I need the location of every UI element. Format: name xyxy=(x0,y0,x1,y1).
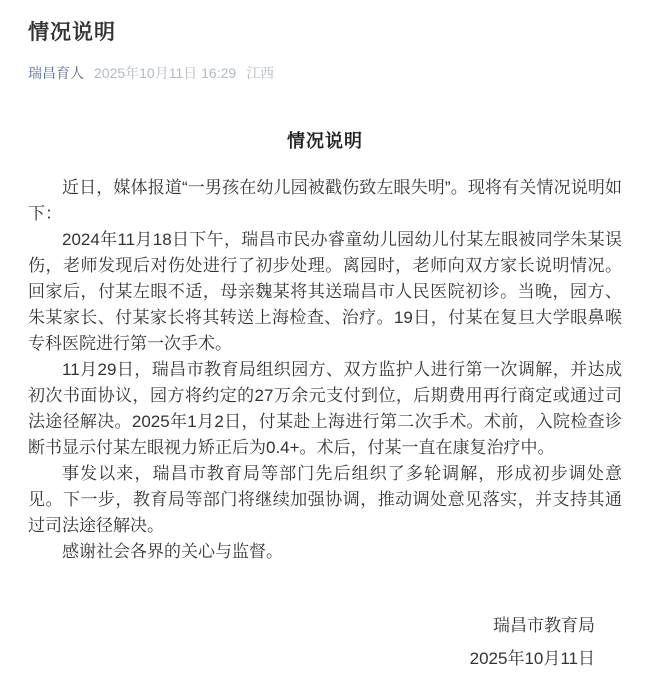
signature-name: 瑞昌市教育局 xyxy=(493,616,595,635)
signature-date: 2025年10月11日 xyxy=(469,649,595,668)
author-link[interactable]: 瑞昌育人 xyxy=(28,65,84,81)
signature-block xyxy=(28,609,622,675)
statement-paragraph: 2024年11月18日下午，瑞昌市民办睿童幼儿园幼儿付某左眼被同学朱某误伤，老师发现后对伤处进行了初步处理。离园时，老师向双方家长说明情况。回家后，付某左眼不适，母亲魏某将其送瑞昌市人民医院初诊。当晚，园方、朱某家长、付某家长将其转送上海检查、治疗。19日，付某在复旦大学眼鼻喉专科医院进行第一次手术。 xyxy=(28,230,622,353)
statement-heading: 情况说明 xyxy=(287,131,363,151)
statement-article xyxy=(28,127,622,675)
statement-paragraph: 近日，媒体报道“一男孩在幼儿园被戳伤致左眼失明”。现将有关情况说明如下： xyxy=(28,178,622,223)
statement-paragraph: 感谢社会各界的关心与监督。 xyxy=(62,542,283,561)
statement-paragraph: 11月29日，瑞昌市教育局组织园方、双方监护人进行第一次调解，并达成初次书面协议，园方将约定的27万余元支付到位，后期费用再行商定或通过司法途径解决。2025年1月2日，付某赴上海进行第二次手术。术前，入院检查诊断书显示付某左眼视力矫正后为0.4+。术后，付某一直在康复治疗中。 xyxy=(28,360,622,457)
post-location: 江西 xyxy=(246,65,275,81)
statement-paragraph: 事发以来，瑞昌市教育局等部门先后组织了多轮调解，形成初步调处意见。下一步，教育局等部门将继续加强协调，推动调处意见落实，并支持其通过司法途径解决。 xyxy=(28,464,622,535)
post-meta xyxy=(28,63,622,83)
statement-body xyxy=(28,175,622,565)
post-timestamp: 2025年10月11日 16:29 xyxy=(94,65,237,81)
page-title: 情况说明 xyxy=(28,21,116,44)
